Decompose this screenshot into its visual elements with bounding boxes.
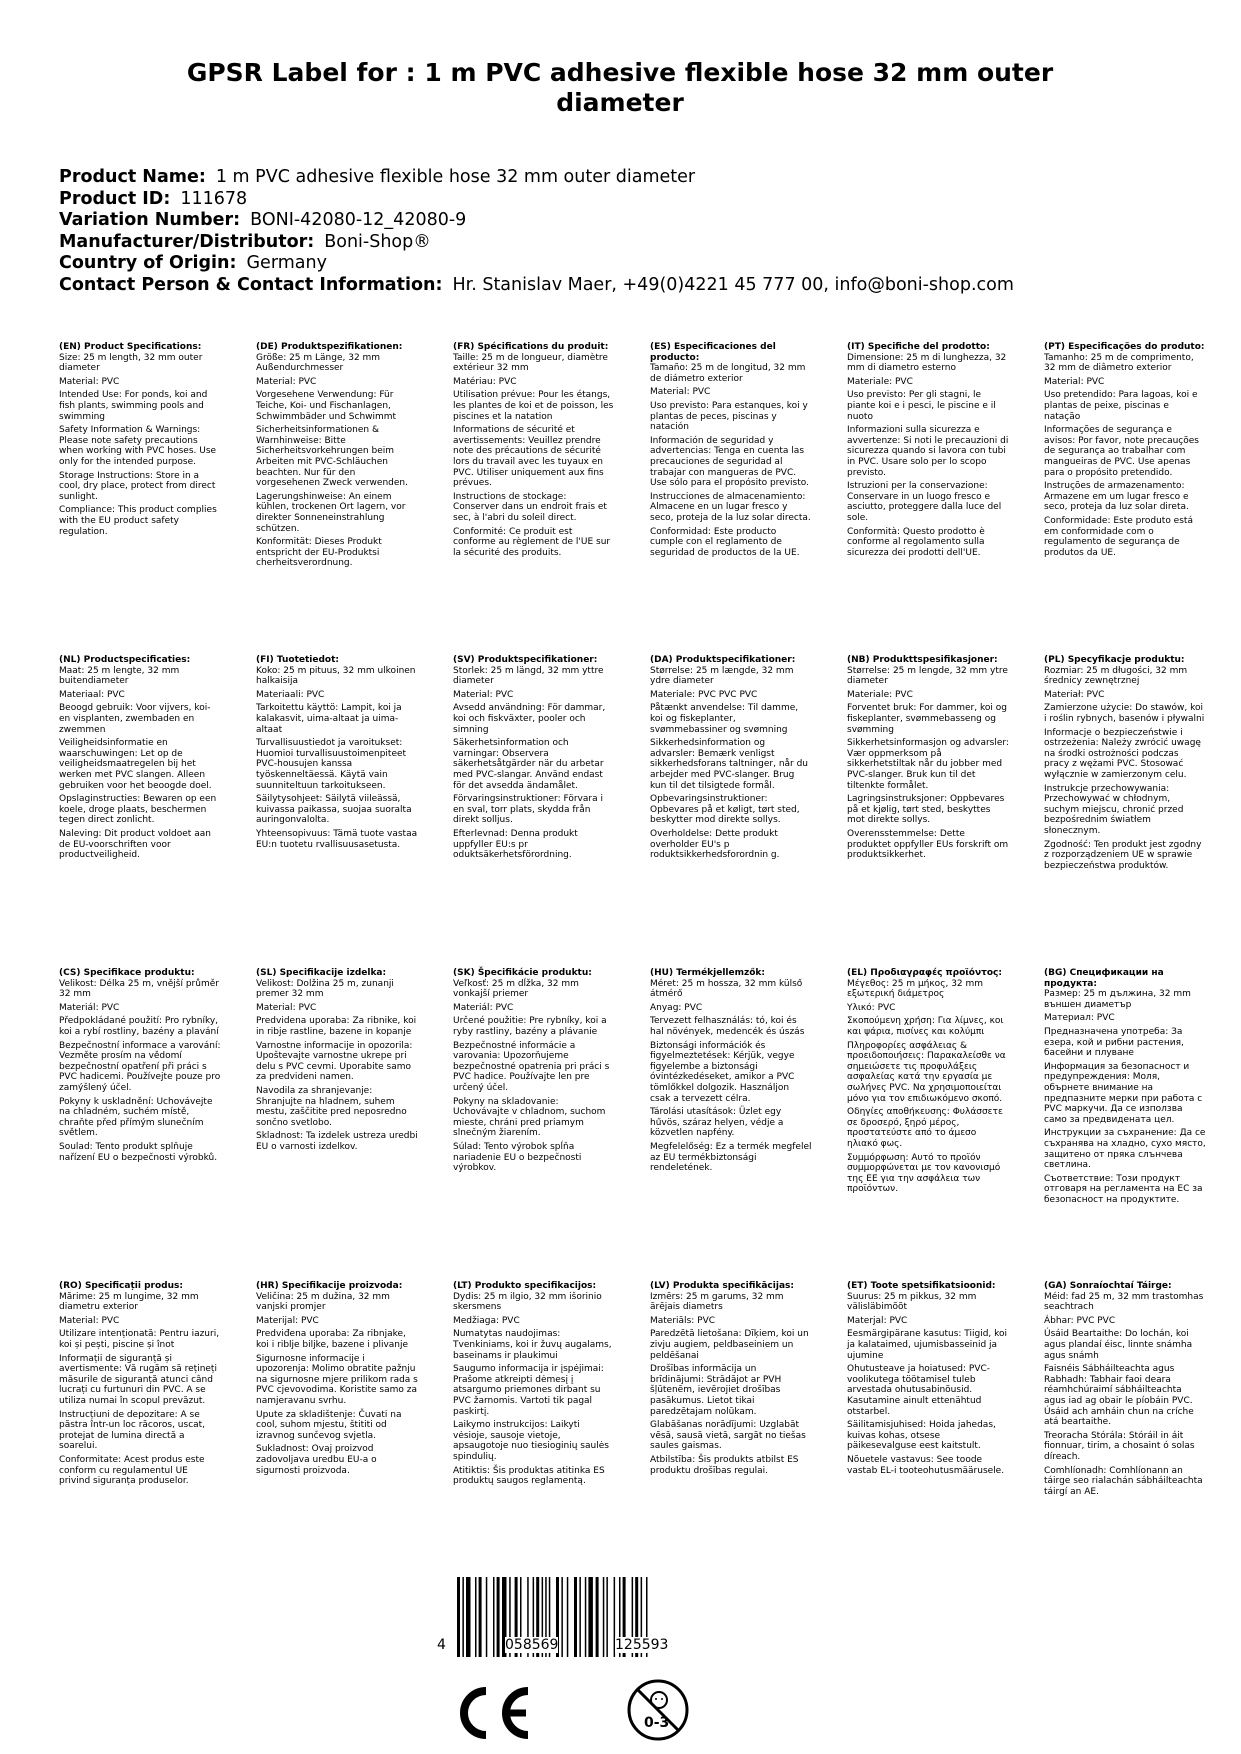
spec-text: Instrukcje przechowywania: Przechowywać w chłodnym, suchym miejscu, chronić przed bezpośrednim światłem słonecznym. xyxy=(1044,783,1184,836)
spec-text: Informacje o bezpieczeństwie i ostrzeżenia: Należy zwrócić uwagę na środki ostrożności podczas pracy z wężami PVC. Stosować wyłącznie w zamierzonym celu. xyxy=(1044,727,1201,780)
barcode-bar xyxy=(457,1577,460,1657)
spec-text: Utilisation prévue: Pour les étangs, les plantes de koi et de poisson, les piscines et la natation xyxy=(453,390,614,422)
spec-text: Uso pretendido: Para lagoas, koi e plantas de peixe, piscinas e natação xyxy=(1044,390,1198,422)
spec-block xyxy=(256,655,418,853)
spec-text: Veličina: 25 m dužina, 32 mm vanjski promjer xyxy=(256,1291,390,1313)
spec-text: Ábhar: PVC PVC xyxy=(1044,1315,1116,1326)
spec-text: Skladnost: Ta izdelek ustreza uredbi EU o varnosti izdelkov. xyxy=(256,1131,418,1152)
spec-text: Méret: 25 m hossza, 32 mm külső átmérő xyxy=(650,978,803,1000)
spec-heading: (RO) Specificații produs: xyxy=(59,1281,183,1291)
spec-block xyxy=(256,968,418,1156)
spec-text: Ohutusteave ja hoiatused: PVC-voolikutega töötamisel tuleb arvestada ohutusabinõusid. Kasutamine ainult ettenähtud otstarbel. xyxy=(847,1364,991,1417)
info-value: 111678 xyxy=(180,188,248,209)
spec-text: Instrucciones de almacenamiento: Almacene en un lugar fresco y seco, proteja de la luz solar directa. xyxy=(650,491,811,523)
spec-text: Размер: 25 m дължина, 32 mm външен диаметър xyxy=(1044,989,1191,1010)
spec-text: Opslaginstructies: Bewaren op een koele, droge plaats, beschermen tegen direct zonlicht. xyxy=(59,794,217,826)
spec-text: Tervezett felhasználás: tó, koi és hal növények, medencék és úszás xyxy=(650,1016,805,1037)
spec-text: Veľkosť: 25 m dĺžka, 32 mm vonkajší priemer xyxy=(453,978,579,1000)
spec-text: Taille: 25 m de longueur, diamètre extérieur 32 mm xyxy=(453,352,608,374)
spec-text: Material: PVC xyxy=(1044,376,1105,387)
info-label: Country of Origin: xyxy=(59,253,237,274)
spec-block xyxy=(59,342,221,540)
spec-text: Materiale: PVC xyxy=(847,689,913,700)
barcode-digits-right: 125593 xyxy=(615,1637,669,1653)
spec-text: Forventet bruk: For dammer, koi og fiskeplanter, svømmebasseng og svømming xyxy=(847,703,1007,735)
info-label: Product Name: xyxy=(59,167,206,187)
barcode-bar xyxy=(606,1577,608,1657)
spec-text: Predvidena uporaba: Za ribnike, koi in ribje rastline, bazene in kopanje xyxy=(256,1016,417,1037)
spec-text: Pokyny k uskladnění: Uchovávejte na chladném, suchém místě, chraňte před přímým slunečním světlem. xyxy=(59,1096,213,1139)
spec-text: Saugumo informacija ir įspėjimai: Prašome atkreipti dėmesį į atsargumo priemones dirbant su PVC žarnomis. Vartoti tik pagal paskirtį. xyxy=(453,1364,604,1417)
spec-text: Megfelelőség: Ez a termék megfelel az EU termékbiztonsági rendeletének. xyxy=(650,1141,812,1174)
spec-block xyxy=(847,968,1009,1198)
spec-heading: (FR) Spécifications du produit: xyxy=(453,342,609,352)
spec-text: Uso previsto: Para estanques, koi y plantas de peces, piscinas y natación xyxy=(650,400,808,433)
spec-text: Paredzētā lietošana: Dīķiem, koi un zivju augiem, peldbaseiniem un peldēšanai xyxy=(650,1329,809,1361)
spec-text: Izmērs: 25 m garums, 32 mm ārējais diametrs xyxy=(650,1291,784,1313)
spec-text: Nõuetele vastavus: See toode vastab EL-i tooteohutusmäärusele. xyxy=(847,1454,1005,1476)
spec-text: Intended Use: For ponds, koi and fish plants, swimming pools and swimming xyxy=(59,390,208,422)
age-warning-icon xyxy=(626,1678,690,1742)
spec-text: Material: PVC xyxy=(453,689,514,700)
info-label: Product ID: xyxy=(59,188,171,209)
spec-text: Atitiktis: Šis produktas atitinka ES produktų saugos reglamentą. xyxy=(453,1465,605,1487)
barcode-digits-left: 058569 xyxy=(505,1637,559,1653)
spec-text: Istruzioni per la conservazione: Conservare in un luogo fresco e asciutto, proteggere dalla luce del sole. xyxy=(847,481,1002,523)
spec-text: Información de seguridad y advertencias: Tenga en cuenta las precauciones de seguridad al trabajar con mangueras de PVC. Use sólo para el propósito previsto. xyxy=(650,435,809,489)
spec-text: Material: PVC xyxy=(256,376,317,387)
spec-text: Varnostne informacije in opozorila: Upoštevajte varnostne ukrepe pri delu s PVC cevmi. Uporabite samo za predvideni namen. xyxy=(256,1040,413,1083)
spec-text: Μέγεθος: 25 m μήκος, 32 mm εξωτερική διάμετρος xyxy=(847,978,984,1000)
spec-text: Súlad: Tento výrobok spĺňa nariadenie EU o bezpečnosti výrobkov. xyxy=(453,1141,582,1174)
spec-heading: (NB) Produkttspesifikasjoner: xyxy=(847,655,998,665)
spec-text: Bezpečnostné informácie a varovania: Upozorňujeme bezpečnostné opatrenia pri práci s PVC hadice. Používajte len pre určený účel. xyxy=(453,1040,610,1093)
barcode-bar xyxy=(603,1577,605,1657)
spec-text: Laikymo instrukcijos: Laikyti vėsioje, sausoje vietoje, apsaugotoje nuo tiesioginių saulės spindulių. xyxy=(453,1420,609,1462)
info-value: Germany xyxy=(246,253,327,274)
spec-text: Medžiaga: PVC xyxy=(453,1315,520,1326)
spec-block xyxy=(453,968,615,1177)
barcode-bar xyxy=(561,1577,563,1657)
spec-text: Glabāšanas norādījumi: Uzglabāt vēsā, sausā vietā, sargāt no tiešas saules gaismas. xyxy=(650,1420,806,1452)
spec-text: Predviđena uporaba: Za ribnjake, koi i riblje biljke, bazene i plivanje xyxy=(256,1329,409,1350)
spec-heading: (SL) Specifikacije izdelka: xyxy=(256,968,387,978)
spec-block xyxy=(650,968,812,1177)
spec-text: Material: PVC xyxy=(650,387,711,398)
info-label: Manufacturer/Distributor: xyxy=(59,231,315,252)
spec-text: Faisnéis Sábháilteachta agus Rabhadh: Tabhair faoi deara réamhchúraimí sábháilteachta agus iad ag obair le píobáin PVC. Úsáid ach amháin chun na críche atá beartaithe. xyxy=(1044,1364,1194,1428)
barcode-bar xyxy=(462,1577,464,1657)
spec-block xyxy=(1044,655,1206,874)
spec-heading: (BG) Спецификации на продукта: xyxy=(1044,968,1164,989)
spec-text: Materiál: PVC xyxy=(59,1002,120,1013)
spec-heading: (LV) Produkta specifikācijas: xyxy=(650,1281,794,1291)
spec-text: Beoogd gebruik: Voor vijvers, koi- en visplanten, zwembaden en zwemmen xyxy=(59,703,211,735)
spec-text: Størrelse: 25 m længde, 32 mm ydre diameter xyxy=(650,665,794,687)
info-label: Contact Person & Contact Information: xyxy=(59,274,443,295)
spec-text: Méid: fad 25 m, 32 mm trastomhas seachtrach xyxy=(1044,1291,1204,1313)
spec-heading: (FI) Tuotetiedot: xyxy=(256,655,340,665)
spec-text: Yhteensopivuus: Tämä tuote vastaa EU:n tuotetu rvallisuusasetusta. xyxy=(256,828,418,850)
barcode-bar xyxy=(493,1577,495,1657)
spec-text: Atbilstība: Šis produkts atbilst ES produktu drošības regulai. xyxy=(650,1454,799,1476)
spec-text: Předpokládané použití: Pro rybníky, koi a rybí rostliny, bazény a plavání xyxy=(59,1016,219,1037)
spec-block xyxy=(847,655,1009,864)
spec-heading: (EL) Προδιαγραφές προϊόντος: xyxy=(847,968,1002,978)
spec-block xyxy=(847,1281,1009,1479)
spec-text: Material: PVC xyxy=(59,376,120,387)
info-label: Variation Number: xyxy=(59,210,241,231)
spec-text: Sigurnosne informacije i upozorenja: Molimo obratite pažnju na sigurnosne mjere prilikom rada s PVC cjevovodima. Koristite samo za namjeravanu svrhu. xyxy=(256,1353,418,1406)
spec-text: Určené použitie: Pre rybníky, koi a ryby rastliny, bazény a plávanie xyxy=(453,1016,607,1037)
spec-text: Konformität: Dieses Produkt entspricht der EU-Produktsi cherheitsverordnung. xyxy=(256,537,382,569)
spec-text: Size: 25 m length, 32 mm outer diameter xyxy=(59,352,203,374)
barcode-bar xyxy=(486,1577,488,1657)
spec-text: Biztonsági információk és figyelmeztetések: Kérjük, vegye figyelembe a biztonsági óvintézkedéseket, amikor a PVC tömlőkkel dolgozik. Használjon csak a tervezett célra. xyxy=(650,1040,795,1104)
spec-text: Størrelse: 25 m lengde, 32 mm ytre diameter xyxy=(847,665,1008,687)
spec-text: Rozmiar: 25 m długości, 32 mm średnicy zewnętrznej xyxy=(1044,665,1188,687)
spec-block xyxy=(650,342,812,561)
spec-text: Съответствие: Този продукт отговаря на регламента на ЕС за безопасност на продуктите. xyxy=(1044,1173,1203,1205)
spec-text: Conformité: Ce produit est conforme au règlement de l'UE sur la sécurité des produits. xyxy=(453,526,611,558)
spec-text: Informazioni sulla sicurezza e avvertenze: Si noti le precauzioni di sicurezza quando si lavora con tubi in PVC. Usare solo per lo scopo previsto. xyxy=(847,425,1009,478)
barcode-digit-lead: 4 xyxy=(437,1637,446,1653)
spec-text: Conformidad: Este producto cumple con el reglamento de seguridad de productos de la UE. xyxy=(650,526,800,558)
age-label: 0-3 xyxy=(644,1715,670,1731)
spec-text: Conformità: Questo prodotto è conforme al regolamento sulla sicurezza dei prodotti dell'UE. xyxy=(847,526,985,558)
spec-text: Overholdelse: Dette produkt overholder EU's p roduktsikkerhedsforordnin g. xyxy=(650,828,780,861)
spec-text: Instructions de stockage: Conserver dans un endroit frais et sec, à l'abri du soleil direct. xyxy=(453,491,607,523)
info-manufacturer xyxy=(59,232,1014,254)
info-value: Boni-Shop® xyxy=(324,231,431,252)
barcode-bar xyxy=(497,1577,500,1657)
product-info xyxy=(59,167,1014,297)
page-title: GPSR Label for : 1 m PVC adhesive flexible hose 32 mm outer diameter xyxy=(186,58,1054,117)
spec-text: Dimensione: 25 m di lunghezza, 32 mm di diametro esterno xyxy=(847,352,1007,374)
spec-heading: (IT) Specifiche del prodotto: xyxy=(847,342,990,352)
spec-heading: (ET) Toote spetsifikatsioonid: xyxy=(847,1281,996,1291)
spec-text: Turvallisuustiedot ja varoitukset: Huomioi turvallisuustoimenpiteet PVC-housujen kanssa työskenneltäessä. Käytä vain suunniteltuun tarkoitukseen. xyxy=(256,738,407,791)
barcode-bar xyxy=(567,1577,569,1657)
spec-text: Sicherheitsinformationen & Warnhinweise: Bitte Sicherheitsvorkehrungen beim Arbeiten mit PVC-Schläuchen beachten. Nur für den vorgesehenen Zweck verwenden. xyxy=(256,425,408,489)
spec-text: Materjal: PVC xyxy=(847,1315,908,1326)
spec-block xyxy=(59,655,221,864)
spec-text: Πληροφορίες ασφάλειας & προειδοποιήσεις: Παρακαλείσθε να σημειώσετε τις προφυλάξεις ασφαλείας κατά την εργασία με σωλήνες PVC. Να χρησιμοποιείται μόνο για τον επιδιωκόμενο σκοπό. xyxy=(847,1040,1006,1104)
spec-block xyxy=(1044,1281,1206,1500)
spec-text: Úsáid Beartaithe: Do lochán, koi agus plandaí éisc, linnte snámha agus snámh xyxy=(1044,1329,1193,1361)
spec-block xyxy=(256,1281,418,1479)
spec-text: Tamaño: 25 m de longitud, 32 mm de diámetro exterior xyxy=(650,363,806,384)
barcode-bar xyxy=(596,1577,599,1657)
spec-text: Mărime: 25 m lungime, 32 mm diametru exterior xyxy=(59,1291,199,1313)
spec-text: Σκοπούμενη χρήση: Για λίμνες, κοι και ψάρια, πισίνες και κολύμπι xyxy=(847,1016,1004,1037)
spec-text: Materiaali: PVC xyxy=(256,689,325,700)
info-contact xyxy=(59,275,1014,297)
spec-text: Maat: 25 m lengte, 32 mm buitendiameter xyxy=(59,665,180,687)
spec-text: Materijal: PVC xyxy=(256,1315,319,1326)
spec-text: Conformitate: Acest produs este conform cu regulamentul UE privind siguranța produselor. xyxy=(59,1454,205,1487)
spec-text: Tárolási utasítások: Üzlet egy hűvös, száraz helyen, védje a közvetlen napfény. xyxy=(650,1107,784,1139)
info-product-id xyxy=(59,189,1014,211)
spec-block xyxy=(59,968,221,1166)
info-variation-number xyxy=(59,210,1014,232)
spec-text: Velikost: Dolžina 25 m, zunanji premer 32 mm xyxy=(256,978,394,1000)
spec-text: Zgodność: Ten produkt jest zgodny z rozporządzeniem UE w sprawie bezpieczeństwa produktów. xyxy=(1044,839,1202,871)
spec-heading: (NL) Productspecificaties: xyxy=(59,655,191,665)
spec-text: Storlek: 25 m längd, 32 mm yttre diameter xyxy=(453,665,604,687)
spec-text: Zamierzone użycie: Do stawów, koi i roślin rybnych, basenów i pływalni xyxy=(1044,703,1205,724)
spec-text: Информация за безопасност и предупреждения: Моля, обърнете внимание на предпазните мерки при работа с PVC маркучи. Да се използва само за предвидената цел. xyxy=(1044,1061,1203,1125)
barcode-bar xyxy=(579,1577,581,1657)
barcode-bar xyxy=(479,1577,482,1657)
spec-text: Efterlevnad: Denna produkt uppfyller EU:s pr oduktsäkerhetsförordning. xyxy=(453,828,578,861)
spec-text: Υλικό: PVC xyxy=(847,1002,896,1013)
spec-heading: (DA) Produktspecifikationer: xyxy=(650,655,796,665)
spec-text: Navodila za shranjevanje: Shranjujte na hladnem, suhem mestu, zaščitite pred neposredno sončno svetlobo. xyxy=(256,1085,407,1128)
spec-text: Materiāls: PVC xyxy=(650,1315,716,1326)
spec-heading: (CS) Specifikace produktu: xyxy=(59,968,195,978)
barcode xyxy=(437,1577,737,1677)
barcode-bar xyxy=(585,1577,587,1657)
spec-block xyxy=(256,342,418,572)
spec-text: Comhlíonadh: Comhlíonann an táirge seo rialachán sábháilteachta táirgí an AE. xyxy=(1044,1465,1203,1497)
info-country xyxy=(59,253,1014,275)
spec-heading: (PL) Specyfikacje produktu: xyxy=(1044,655,1185,665)
spec-text: Vorgesehene Verwendung: Für Teiche, Koi- und Fischanlagen, Schwimmbäder und Schwimmt xyxy=(256,390,397,422)
spec-text: Материал: PVC xyxy=(1044,1013,1115,1024)
spec-block xyxy=(1044,342,1206,561)
spec-text: Avsedd användning: För dammar, koi och fiskväxter, pooler och simning xyxy=(453,703,606,735)
spec-text: Materiál: PVC xyxy=(453,1002,514,1013)
spec-text: Instrucțiuni de depozitare: A se păstra într-un loc răcoros, uscat, protejat de lumina directă a soarelui. xyxy=(59,1409,206,1452)
spec-text: Säilytysohjeet: Säilytä viileässä, kuivassa paikassa, suojaa suoralta auringonvalolta. xyxy=(256,794,412,826)
spec-text: Compliance: This product complies with the EU product safety regulation. xyxy=(59,505,217,537)
spec-text: Sikkerhedsinformation og advarsler: Bemærk venligst sikkerhedsforans taltninger, når du arbejder med PVC-slanger. Brug kun til det tilsigtede formål. xyxy=(650,738,809,791)
spec-text: Naleving: Dit product voldoet aan de EU-voorschriften voor productveiligheid. xyxy=(59,828,211,861)
spec-text: Инструкции за съхранение: Да се съхранява на хладно, сухо място, защитено от пряка слънчева светлина. xyxy=(1044,1128,1206,1171)
spec-text: Materiale: PVC PVC PVC xyxy=(650,689,758,700)
spec-heading: (HU) Termékjellemzők: xyxy=(650,968,766,978)
spec-heading: (ES) Especificaciones del producto: xyxy=(650,342,776,363)
spec-text: Material: PVC xyxy=(59,1315,120,1326)
spec-heading: (SV) Produktspecifikationer: xyxy=(453,655,598,665)
info-value: 1 m PVC adhesive flexible hose 32 mm outer diameter xyxy=(215,167,696,187)
spec-text: Materiale: PVC xyxy=(847,376,913,387)
spec-text: Conformidade: Este produto está em conformidade com o regulamento de segurança de produtos da UE. xyxy=(1044,515,1193,558)
spec-text: Eesmärgipärane kasutus: Tiigid, koi ja kalataimed, ujumisbasseinid ja ujumine xyxy=(847,1329,1008,1361)
spec-text: Συμμόρφωση: Αυτό το προϊόν συμμορφώνεται με τον κανονισμό της ΕΕ για την ασφάλεια των προϊόντων. xyxy=(847,1152,1001,1195)
spec-text: Numatytas naudojimas: Tvenkiniams, koi ir žuvų augalams, baseinams ir plaukimui xyxy=(453,1329,612,1361)
spec-text: Tamanho: 25 m de comprimento, 32 mm de diâmetro exterior xyxy=(1044,352,1194,374)
spec-heading: (EN) Product Specifications: xyxy=(59,342,202,352)
spec-heading: (GA) Sonraíochtaí Táirge: xyxy=(1044,1281,1172,1291)
spec-block xyxy=(650,655,812,864)
spec-text: Bezpečnostní informace a varování: Vezměte prosím na vědomí bezpečnostní opatření při práci s PVC hadicemi. Používejte pouze pro zamýšlený účel. xyxy=(59,1040,221,1093)
spec-text: Suurus: 25 m pikkus, 32 mm välisläbimõõt xyxy=(847,1291,977,1313)
spec-text: Utilizare intenționată: Pentru iazuri, koi și pești, piscine și înot xyxy=(59,1329,220,1350)
barcode-bars xyxy=(437,1577,737,1677)
spec-text: Storage Instructions: Store in a cool, dry place, protect from direct sunlight. xyxy=(59,470,216,502)
spec-text: Lagringsinstruksjoner: Oppbevares på et kjølig, tørt sted, beskyttes mot direkte sollys. xyxy=(847,794,1005,826)
spec-text: Material: PVC xyxy=(256,1002,317,1013)
spec-heading: (LT) Produkto specifikacijos: xyxy=(453,1281,597,1291)
spec-text: Οδηγίες αποθήκευσης: Φυλάσσετε σε δροσερό, ξηρό μέρος, προστατεύστε από το άμεσο ηλιακό φως. xyxy=(847,1107,1003,1149)
spec-text: Dydis: 25 m ilgio, 32 mm išorinio skersmens xyxy=(453,1291,602,1313)
spec-text: Säkerhetsinformation och varningar: Observera säkerhetsåtgärder när du arbetar med PVC-slangar. Använd endast för det avsedda ändamålet. xyxy=(453,738,604,791)
spec-text: Förvaringsinstruktioner: Förvara i en sval, torr plats, skydda från direkt solljus. xyxy=(453,794,603,826)
spec-text: Tarkoitettu käyttö: Lampit, koi ja kalakasvit, uima-altaat ja uima-altaat xyxy=(256,703,402,735)
spec-text: Materiaal: PVC xyxy=(59,689,125,700)
spec-heading: (PT) Especificações do produto: xyxy=(1044,342,1205,352)
spec-text: Opbevaringsinstruktioner: Opbevares på et køligt, tørt sted, beskytter mod direkte sollys. xyxy=(650,794,800,826)
spec-block xyxy=(59,1281,221,1490)
spec-text: Veiligheidsinformatie en waarschuwingen: Let op de veiligheidsmaatregelen bij het werken met PVC slangen. Alleen gebruiken voor het beoogde doel. xyxy=(59,738,212,791)
spec-heading: (SK) Špecifikácie produktu: xyxy=(453,968,592,978)
spec-text: Upute za skladištenje: Čuvati na cool, suhom mjestu, štititi od izravnog sunčevog svjetla. xyxy=(256,1409,402,1441)
ce-mark-icon xyxy=(450,1683,534,1743)
spec-text: Materiał: PVC xyxy=(1044,689,1105,700)
spec-text: Anyag: PVC xyxy=(650,1002,703,1013)
info-product-name xyxy=(59,167,1014,189)
spec-text: Sukladnost: Ovaj proizvod zadovoljava uredbu EU-a o sigurnosti proizvoda. xyxy=(256,1444,377,1476)
barcode-bar xyxy=(475,1577,477,1657)
spec-text: Größe: 25 m Länge, 32 mm Außendurchmesser xyxy=(256,352,381,374)
spec-text: Informații de siguranță și avertismente: Vă rugăm să rețineți măsurile de siguranță atunci când lucrați cu furtunuri din PVC. A se utiliza numai în scopul prevăzut. xyxy=(59,1353,217,1406)
spec-text: Sikkerhetsinformasjon og advarsler: Vær oppmerksom på sikkerhetstiltak når du jobber med PVC-slanger. Bruk kun til det tiltenkte formålet. xyxy=(847,738,1009,791)
spec-text: Uso previsto: Per gli stagni, le piante koi e i pesci, le piscine e il nuoto xyxy=(847,390,996,422)
spec-block xyxy=(650,1281,812,1479)
info-value: BONI-42080-12_42080-9 xyxy=(250,210,467,231)
spec-block xyxy=(453,342,615,561)
spec-text: Instruções de armazenamento: Armazene em um lugar fresco e seco, proteja da luz solar direta. xyxy=(1044,481,1189,513)
spec-text: Lagerungshinweise: An einem kühlen, trockenen Ort lagern, vor direkter Sonneneinstrahlung schützen. xyxy=(256,491,406,534)
spec-text: Informations de sécurité et avertissements: Veuillez prendre note des précautions de sécurité lors du travail avec les tuyaux en PVC. Utiliser uniquement aux fins prévues. xyxy=(453,425,604,489)
spec-text: Предназначена употреба: За езера, кой и рибни растения, басейни и плуване xyxy=(1044,1026,1184,1059)
info-value: Hr. Stanislav Maer, +49(0)4221 45 777 00, info@boni-shop.com xyxy=(452,274,1014,295)
spec-text: Koko: 25 m pituus, 32 mm ulkoinen halkaisija xyxy=(256,665,416,687)
spec-text: Velikost: Délka 25 m, vnější průměr 32 mm xyxy=(59,978,219,1000)
spec-block xyxy=(847,342,1009,561)
spec-text: Säilitamisjuhised: Hoida jahedas, kuivas kohas, otsese päikesevalguse eest kaitstult. xyxy=(847,1420,996,1452)
barcode-bar xyxy=(574,1577,577,1657)
spec-text: Drošības informācija un brīdinājumi: Strādājot ar PVH šļūtenēm, ievērojiet drošības pasākumus. Lietot tikai paredzētajam nolūkam. xyxy=(650,1364,782,1417)
spec-heading: (HR) Specifikacije proizvoda: xyxy=(256,1281,403,1291)
spec-text: Informações de segurança e avisos: Por favor, note precauções de segurança ao trabalhar com mangueiras de PVC. Use apenas para o propósito pretendido. xyxy=(1044,425,1199,478)
spec-text: Pokyny na skladovanie: Uchovávajte v chladnom, suchom mieste, chráni pred priamym slnečným žiarením. xyxy=(453,1096,606,1139)
barcode-bar xyxy=(588,1577,593,1657)
spec-text: Treoracha Stórála: Stóráil in áit fionnuar, tirim, a chosaint ó solas díreach. xyxy=(1044,1430,1195,1462)
spec-text: Safety Information & Warnings: Please note safety precautions when working with PVC hoses. Use only for the intended purpose. xyxy=(59,425,217,467)
spec-text: Soulad: Tento produkt splňuje nařízení EU o bezpečnosti výrobků. xyxy=(59,1141,218,1163)
spec-text: Overensstemmelse: Dette produktet oppfyller EUs forskrift om produktsikkerhet. xyxy=(847,828,1009,861)
spec-text: Påtænkt anvendelse: Til damme, koi og fiskeplanter, svømmebassiner og svømning xyxy=(650,703,799,735)
spec-block xyxy=(1044,968,1206,1208)
spec-block xyxy=(453,1281,615,1490)
spec-text: Matériau: PVC xyxy=(453,376,517,387)
spec-block xyxy=(453,655,615,864)
spec-heading: (DE) Produktspezifikationen: xyxy=(256,342,403,352)
barcode-bar xyxy=(466,1577,471,1657)
